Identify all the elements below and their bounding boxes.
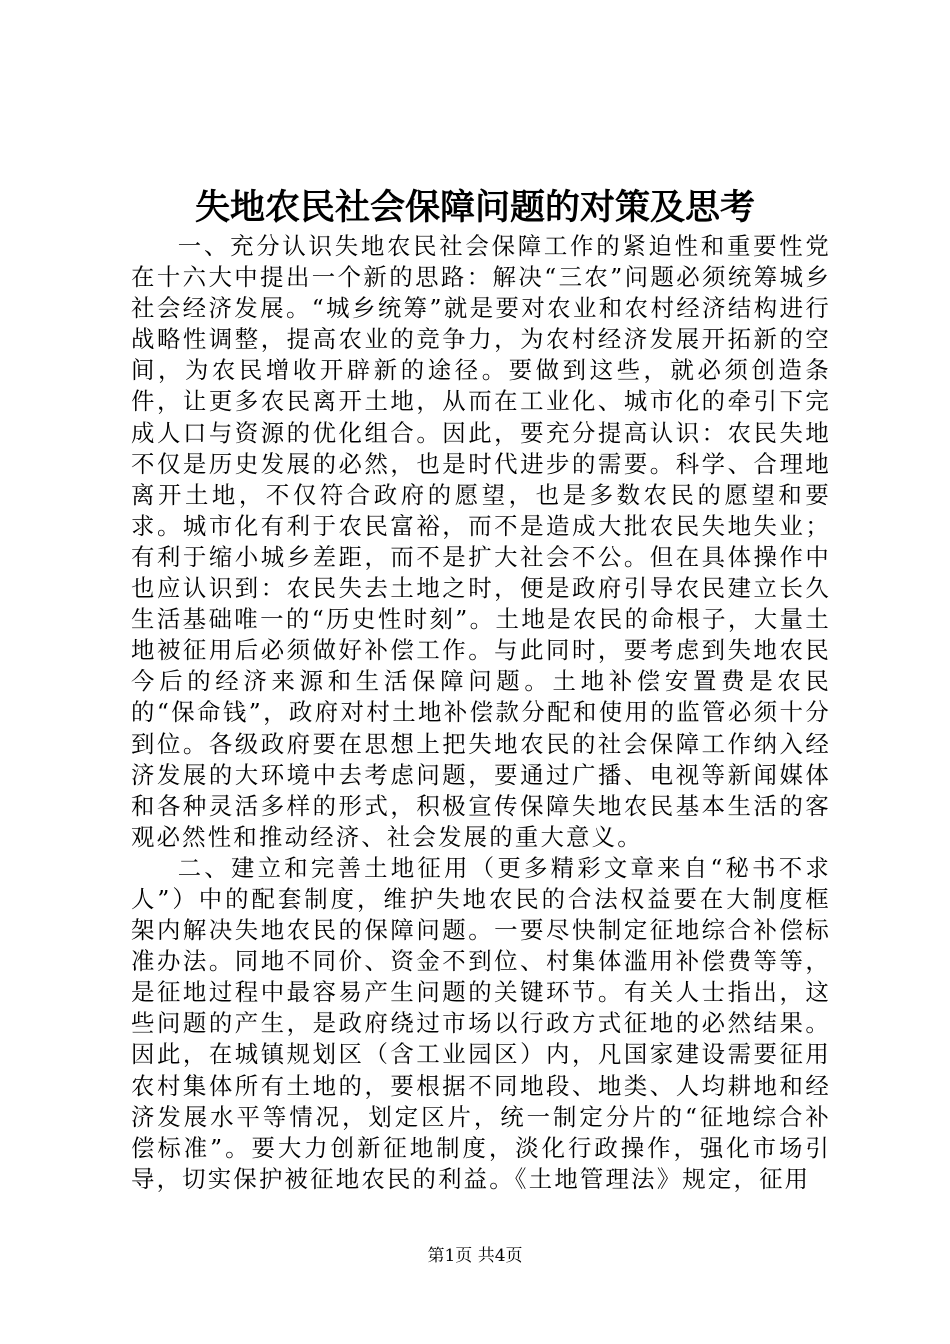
document-title: 失地农民社会保障问题的对策及思考 <box>194 187 755 228</box>
paragraph-1: 一、充分认识失地农民社会保障工作的紧迫性和重要性党在十六大中提出一个新的思路：解决“三农”问题必须统筹城乡社会经济发展。“城乡统筹”就是要对农业和农村经济结构进行战略性调整，提高农业的竞争力，为农村经济发展开拓新的空间，为农民增收开辟新的途径。要做到这些，就必须创造条件，让更多农民离开土地，从而在工业化、城市化的牵引下完成人口与资源的优化组合。因此，要充分提高认识：农民失地不仅是历史发展的必然，也是时代进步的需要。科学、合理地离开土地，不仅符合政府的愿望，也是多数农民的愿望和要求。城市化有利于农民富裕，而不是造成大批农民失地失业；有利于缩小城乡差距，而不是扩大社会不公。但在具体操作中也应认识到：农民失去土地之时，便是政府引导农民建立长久生活基础唯一的“历史性时刻”。土地是农民的命根子，大量土地被征用后必须做好补偿工作。与此同时，要考虑到失地农民今后的经济来源和生活保障问题。土地补偿安置费是农民的“保命钱”，政府对村土地补偿款分配和使用的监管必须十分到位。各级政府要在思想上把失地农民的社会保障工作纳入经济发展的大环境中去考虑问题，要通过广播、电视等新闻媒体和各种灵活多样的形式，积极宣传保障失地农民基本生活的客观必然性和推动经济、社会发展的重大意义。 <box>131 232 831 851</box>
document-body <box>131 231 831 1195</box>
paragraph-2: 二、建立和完善土地征用（更多精彩文章来自“秘书不求人”）中的配套制度，维护失地农民的合法权益要在大制度框架内解决失地农民的保障问题。一要尽快制定征地综合补偿标准办法。同地不同价、资金不到位、村集体滥用补偿费等等，是征地过程中最容易产生问题的关键环节。有关人士指出，这些问题的产生，是政府绕过市场以行政方式征地的必然结果。因此，在城镇规划区（含工业园区）内，凡国家建设需要征用农村集体所有土地的，要根据不同地段、地类、人均耕地和经济发展水平等情况，划定区片，统一制定分片的“征地综合补偿标准”。要大力创新征地制度，淡化行政操作，强化市场引导，切实保护被征地农民的利益。《土地管理法》规定，征用 <box>131 853 831 1193</box>
page-number-footer: 第1页 共4页 <box>427 1246 523 1266</box>
